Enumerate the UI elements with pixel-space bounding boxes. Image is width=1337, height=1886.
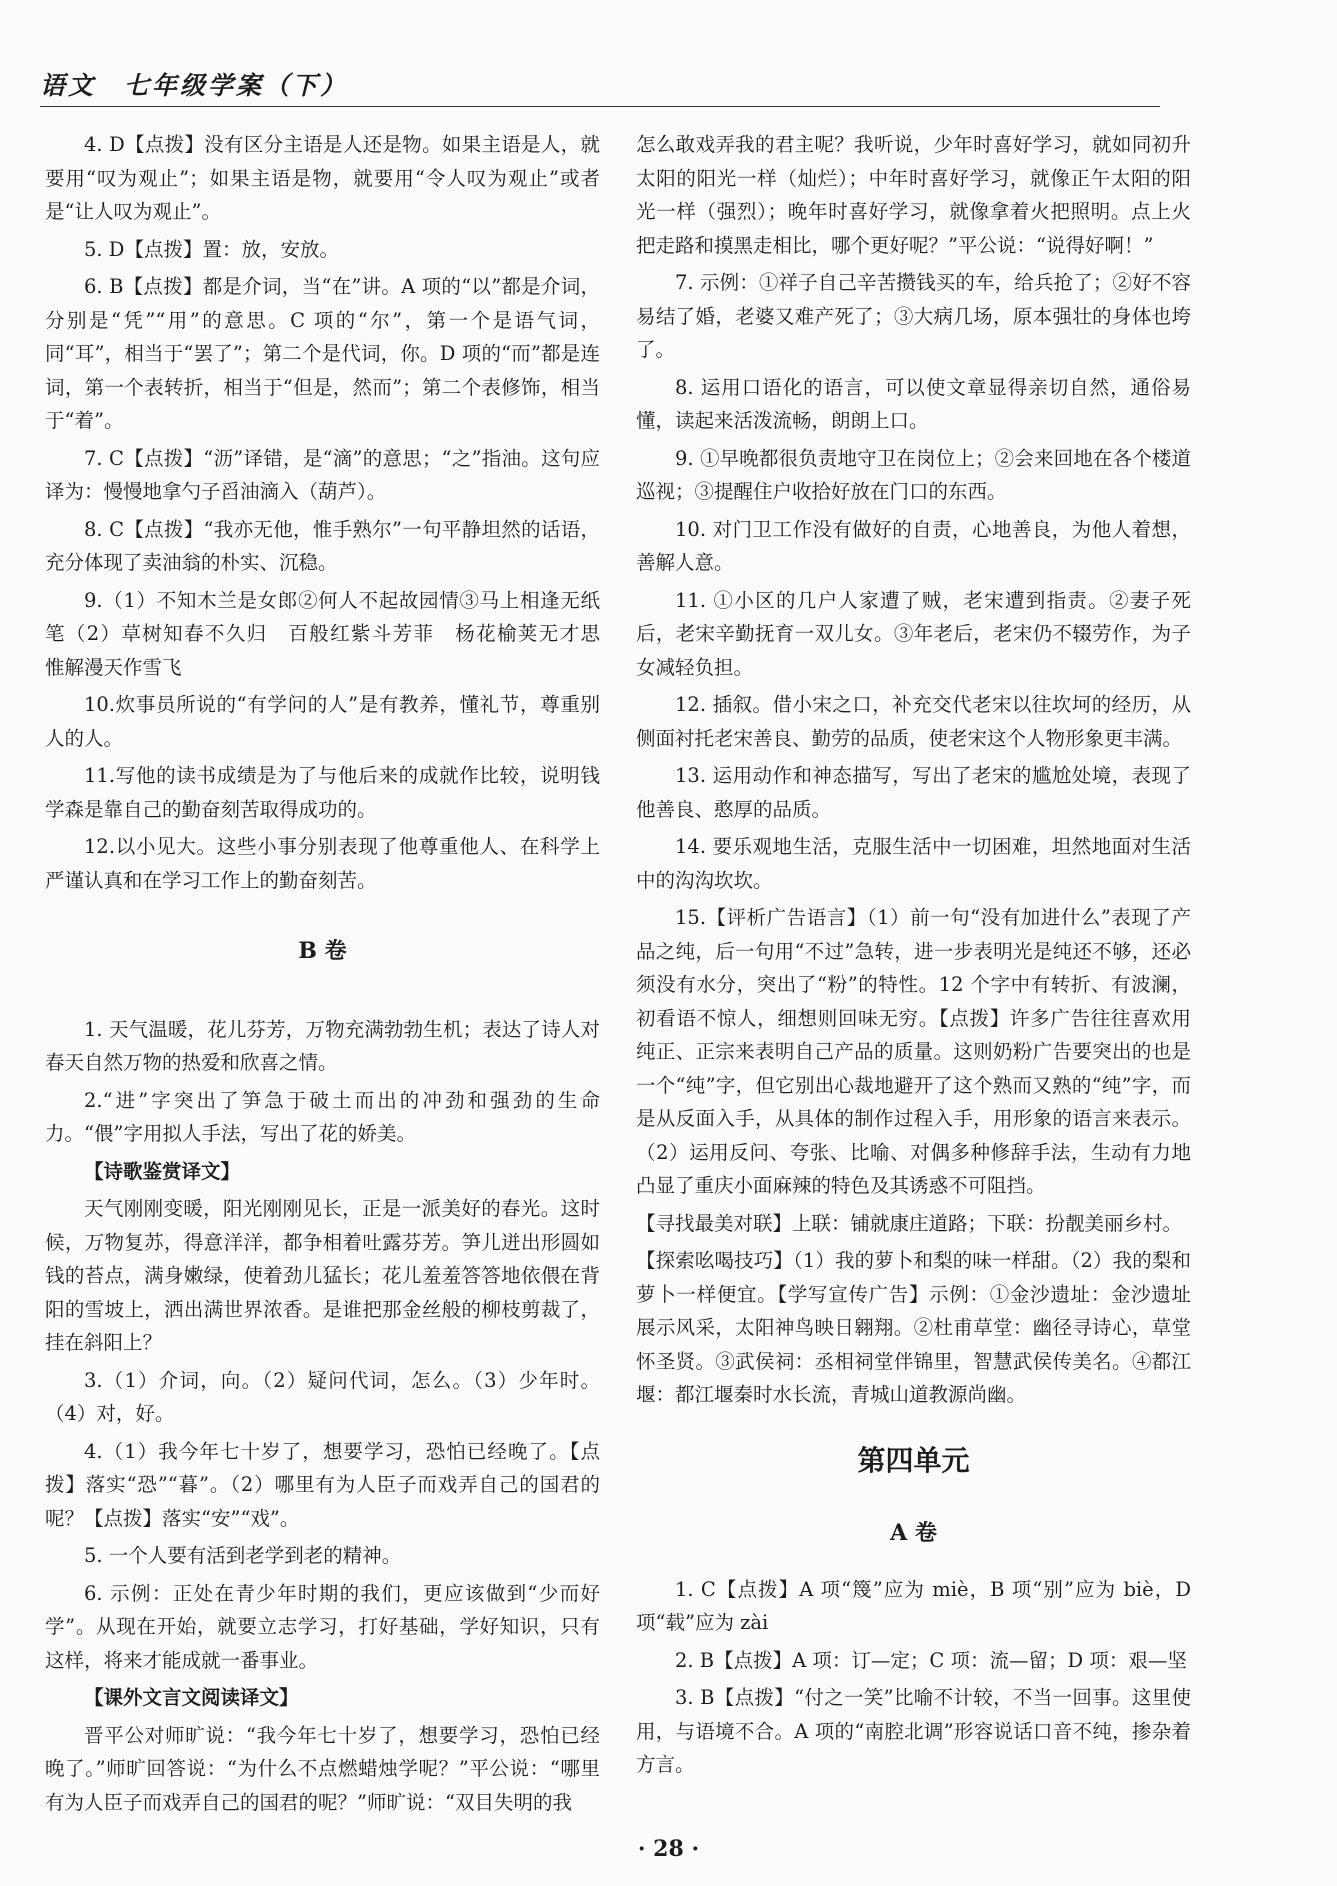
answer-item: 5. 一个人要有活到老学到老的精神。 [84,1544,402,1567]
answer-item: 【寻找最美对联】上联：铺就康庄道路；下联：扮靓美丽乡村。 [636,1211,1183,1235]
answer-item: 9. ①早晚都很负责地守卫在岗位上；②会来回地在各个楼道巡视；③提醒住户收拾好放在门口的东西。 [636,446,1191,503]
poem-translation-heading: 【诗歌鉴赏译文】 [84,1159,241,1183]
answer-item: 15.【评析广告语言】（1）前一句“没有加进什么”表现了产品之纯，后一句用“不过”急转，进一步表明光是纯还不够，还必须没有水分，突出了“粉”的特性。12 个字中有转折、有波澜，初看语不惊人，细想则回味无穷。【点拨】许多广告往往喜欢用纯正、正宗来表明自己产品的质量。这则奶粉广告要突出的也是一个“纯”字，但它别出心裁地避开了这个熟而又熟的“纯”字，而是从反面入手，从具体的制作过程入手，用形象的语言来表示。（2）运用反问、夸张、比喻、对偶多种修辞手法，生动有力地凸显了重庆小面麻辣的特色及其诱惑不可阻挡。 [636,906,1191,1197]
classical-translation-heading: 【课外文言文阅读译文】 [84,1686,299,1709]
answer-item: 7. 示例：①祥子自己辛苦攒钱买的车，给兵抢了；②好不容易结了婚，老婆又难产死了；③大病几场，原本强壮的身体也垮了。 [636,271,1191,361]
right-column [636,128,1191,1786]
answer-item: 7. C【点拨】“沥”译错，是“滴”的意思；“之”指油。这句应译为：慢慢地拿勺子舀油滴入（葫芦）。 [45,446,600,503]
header-title: 语文 七年级学案（下） [40,71,349,100]
answer-item: 10.炊事员所说的“有学问的人”是有教养，懂礼节，尊重别人的人。 [45,693,600,750]
answer-item: 14. 要乐观地生活，克服生活中一切困难，坦然地面对生活中的沟沟坎坎。 [636,835,1191,892]
answer-item: 8. C【点拨】“我亦无他，惟手熟尔”一句平静坦然的话语，充分体现了卖油翁的朴实、沉稳。 [45,517,600,574]
answer-item: 5. D【点拨】置：放，安放。 [84,237,339,261]
left-column [45,128,620,1823]
section-heading-a: A 卷 [890,1520,937,1546]
answer-item: 1. C【点拨】A 项“篾”应为 miè，B 项“别”应为 biè，D 项“载”应为 zài [636,1577,1191,1634]
answer-item: 12. 插叙。借小宋之口，补充交代老宋以往坎坷的经历，从侧面衬托老宋善良、勤劳的品质，使老宋这个人物形象更丰满。 [636,693,1191,750]
poem-translation-text: 天气刚刚变暖，阳光刚刚见长，正是一派美好的春光。这时候，万物复苏，得意洋洋，都争相着吐露芬芳。笋儿迸出形圆如钱的苔点，满身嫩绿，使着劲儿猛长；花儿羞羞答答地依偎在背阳的雪坡上，洒出满世界浓香。是谁把那金丝般的柳枝剪裁了，挂在斜阳上？ [45,1197,600,1354]
answer-item: 【探索吆喝技巧】（1）我的萝卜和梨的味一样甜。（2）我的梨和萝卜一样便宜。【学写宣传广告】示例：①金沙遗址：金沙遗址展示风采，太阳神鸟映日翱翔。②杜甫草堂：幽径寻诗心，草堂怀圣贤。③武侯祠：丞相祠堂伴锦里，智慧武侯传美名。④都江堰：都江堰秦时水长流，青城山道教源尚幽。 [636,1249,1191,1406]
answer-item: 11. ①小区的几户人家遭了贼，老宋遭到指责。②妻子死后，老宋辛勤抚育一双儿女。③年老后，老宋仍不辍劳作，为子女减轻负担。 [636,588,1191,679]
answer-item: 6. 示例：正处在青少年时期的我们，更应该做到“少而好学”。从现在开始，就要立志学习，打好基础，学好知识，只有这样，将来才能成就一番事业。 [45,1581,600,1672]
answer-item: 8. 运用口语化的语言，可以使文章显得亲切自然，通俗易懂，读起来活泼流畅，朗朗上口。 [636,375,1191,432]
answer-item: 3. B【点拨】“付之一笑”比喻不计较，不当一回事。这里使用，与语境不合。A 项的“南腔北调”形容说话口音不纯，掺杂着方言。 [636,1686,1191,1776]
answer-item: 2. B【点拨】A 项：订—定；C 项：流—留；D 项：艰—坚 [675,1648,1187,1672]
answer-item: 3.（1）介词，向。（2）疑问代词，怎么。（3）少年时。（4）对，好。 [45,1368,600,1425]
answer-item: 13. 运用动作和神态描写，写出了老宋的尴尬处境，表现了他善良、憨厚的品质。 [636,764,1191,821]
section-heading-b: B 卷 [298,938,347,964]
unit-title: 第四单元 [857,1443,970,1477]
answer-item: 1. 天气温暖，花儿芬芳，万物充满勃勃生机；表达了诗人对春天自然万物的热爱和欣喜之情。 [45,1017,600,1074]
answer-item: 12.以小见大。这些小事分别表现了他尊重他人、在科学上严谨认真和在学习工作上的勤奋刻苦。 [45,835,600,892]
answer-item: 10. 对门卫工作没有做好的自责，心地善良，为他人着想，善解人意。 [636,517,1191,574]
page-header [40,66,1160,107]
classical-translation-text: 晋平公对师旷说：“我今年七十岁了，想要学习，恐怕已经晚了。”师旷回答说：“为什么不点燃蜡烛学呢？”平公说：“哪里有为人臣子而戏弄自己的国君的呢？”师旷说：“双目失明的我 [45,1723,600,1814]
answer-item: 11.写他的读书成绩是为了与他后来的成就作比较，说明钱学森是靠自己的勤奋刻苦取得成功的。 [45,764,600,821]
answer-item: 4.（1）我今年七十岁了，想要学习，恐怕已经晚了。【点拨】落实“恐”“暮”。（2）哪里有为人臣子而戏弄自己的国君的呢？【点拨】落实“安”“戏”。 [45,1439,600,1530]
answer-item: 6. B【点拨】都是介词，当“在”讲。A 项的“以”都是介词，分别是“凭”“用”的意思。C 项的“尔”，第一个是语气词，同“耳”，相当于“罢了”；第二个是代词，你。D 项的“而”都是连词，第一个表转折，相当于“但是，然而”；第二个表修饰，相当于“着”。 [45,275,600,432]
answer-item: 4. D【点拨】没有区分主语是人还是物。如果主语是人，就要用“叹为观止”；如果主语是物，就要用“令人叹为观止”或者是“让人叹为观止”。 [45,133,600,223]
classical-translation-continued: 怎么敢戏弄我的君主呢？我听说，少年时喜好学习，就如同初升太阳的阳光一样（灿烂）；中年时喜好学习，就像正午太阳的阳光一样（强烈）；晚年时喜好学习，就像拿着火把照明。点上火把走路和摸黑走相比，哪个更好呢？”平公说：“说得好啊！” [636,133,1191,257]
answer-item: 2.“进”字突出了笋急于破土而出的冲劲和强劲的生命力。“偎”字用拟人手法，写出了花的娇美。 [45,1088,600,1145]
answer-item: 9.（1）不知木兰是女郎②何人不起故园情③马上相逢无纸笔（2）草树知春不久归 百般红紫斗芳菲 杨花榆荚无才思 惟解漫天作雪飞 [45,588,620,679]
page-number: · 28 · [637,1836,700,1862]
